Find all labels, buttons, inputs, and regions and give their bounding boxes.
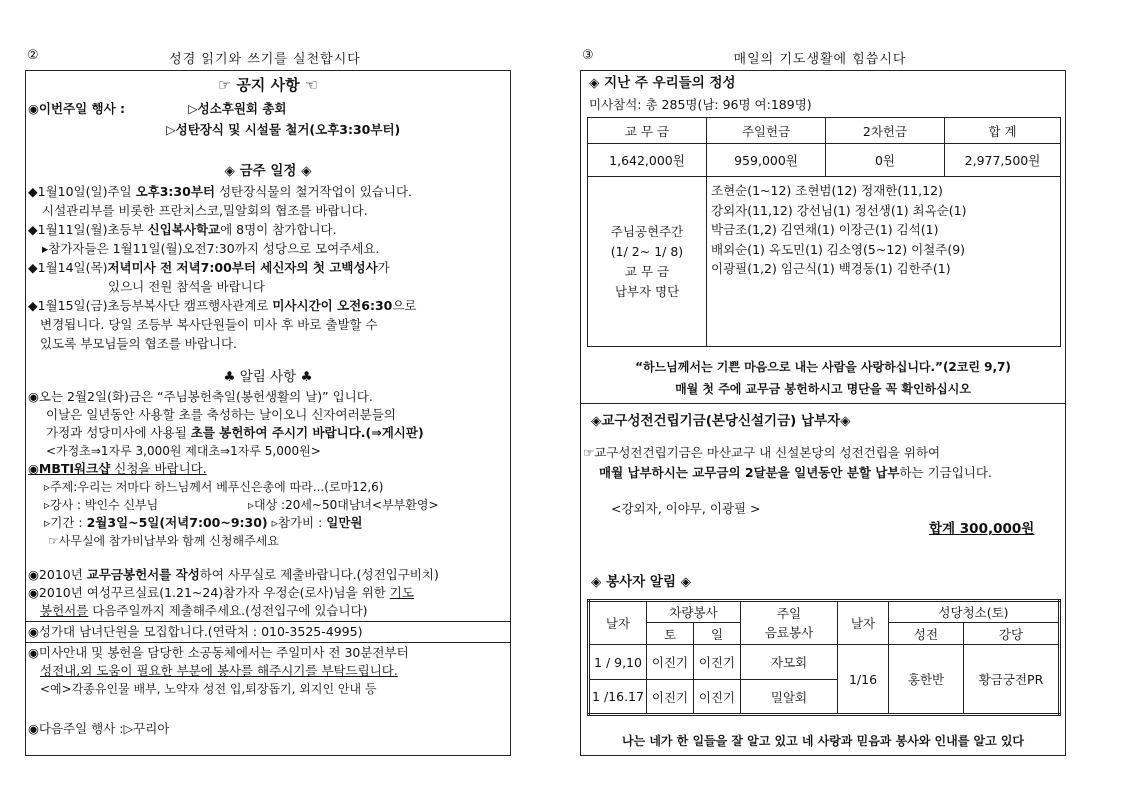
svc-row-sat: 이진기 xyxy=(647,680,694,715)
service-title: ◈ 봉사자 알림 ◈ xyxy=(591,574,692,590)
donor-line: 강외자(11,12) 강선님(1) 정선생(1) 최옥순(1) xyxy=(711,202,967,218)
donor-label-3: 교 무 금 xyxy=(624,263,670,279)
news-item-4-line-2: 봉헌서를 다음주일까지 제출해주세요.(성전입구에 있습니다) xyxy=(40,603,368,618)
right-page-box xyxy=(580,70,1066,756)
donor-label-4: 납부자 명단 xyxy=(614,283,680,299)
schedule-item-1-detail: 시설관리부를 비롯한 프란치스코,밀알회의 협조를 바랍니다. xyxy=(42,203,368,218)
donor-line: 조현순(1~12) 조현범(12) 정재한(11,12) xyxy=(711,183,943,198)
building-fund-desc-1: ☞교구성전건립기금은 마산교구 내 신설본당의 성전건립을 위하여 xyxy=(583,445,941,460)
workshop-signup-note: ☞사무실에 참가비납부와 함께 신청해주세요 xyxy=(48,534,279,548)
svc-row-sat: 이진기 xyxy=(647,645,694,680)
svc-row-drink: 밀알회 xyxy=(741,680,838,715)
svc-header-sunday: 일 xyxy=(694,623,741,645)
workshop-topic: ▹주제:우리는 저마다 하느님께서 베푸신은총에 따라...(로마12,6) xyxy=(44,480,384,494)
news-item-4: ◉2010년 여성꾸르실료(1.21~24)참가자 우정순(로사)님을 위한 기도 xyxy=(28,585,414,600)
schedule-item-3-detail: 있으니 전원 참석을 바랍니다 xyxy=(108,279,265,294)
offering-value: 1,642,000원 xyxy=(588,144,707,177)
left-page-number: ② xyxy=(27,48,39,63)
svc-row-sun: 이진기 xyxy=(694,645,741,680)
news-item-2: ◉MBTI워크샵 신청을 바랍니다. xyxy=(28,461,207,476)
workshop-target: ▹대상 :20세~50대남녀<부부환영> xyxy=(248,498,439,512)
donor-list-cell xyxy=(707,177,1061,347)
schedule-item-4-detail-2: 있도록 부모님들의 협조를 바랍니다. xyxy=(40,336,238,351)
donor-label-2: (1/ 2~ 1/ 8) xyxy=(610,243,684,259)
divider xyxy=(26,642,510,643)
svc-row-date: 1 /16.17 xyxy=(589,680,647,715)
offering-value: 2,977,500원 xyxy=(945,144,1061,177)
news-item-3: ◉2010년 교무금봉헌서를 작성하여 사무실로 제출바랍니다.(성전입구비치) xyxy=(28,567,439,582)
svc-header-date-2: 날자 xyxy=(838,601,889,645)
notice-title: ☞ 공지 사항 ☜ xyxy=(217,76,319,94)
news-item-6-line-3: <예>각종유인물 배부, 노약자 성전 입,퇴장돕기, 외지인 안내 등 xyxy=(40,682,377,696)
schedule-item-2-detail: ▸참가자들은 1월11일(월)오전7:30까지 성당으로 모여주세요. xyxy=(42,241,380,256)
svc-header-sanctuary: 성전 xyxy=(889,623,964,645)
offering-header: 합 계 xyxy=(945,118,1061,144)
svc-header-vehicle: 차량봉사 xyxy=(647,601,741,623)
building-fund-title: ◈교구성전건립기금(본당신설기금) 납부자◈ xyxy=(591,413,851,429)
offering-header: 2차헌금 xyxy=(826,118,945,144)
this-week-event-2: ▷성탄장식 및 시설물 철거(오후3:30부터) xyxy=(166,122,401,137)
workshop-period: ▹기간 : 2월3일~5일(저녁7:00~9:30) ▹참가비 : 일만원 xyxy=(44,515,363,530)
schedule-item-2: ◆1월11일(월)초등부 신입복사학교에 8명이 참가합니다. xyxy=(28,222,337,237)
news-item-1: ◉오는 2월2일(화)금은 “주님봉헌축일(봉헌생활의 날)” 입니다. xyxy=(28,389,373,404)
next-week-event: ◉다음주일 행사 :▷꾸리아 xyxy=(28,721,170,736)
offering-table xyxy=(587,117,1061,347)
quote-subtext: 매월 첫 주에 교무금 봉헌하시고 명단을 꼭 확인하십시오 xyxy=(675,382,971,396)
news-item-5: ◉성가대 남녀단원을 모집합니다.(연락처 : 010-3525-4995) xyxy=(28,624,363,639)
attendance: 미사참석: 총 285명(남: 96명 여:189명) xyxy=(589,97,812,112)
building-fund-desc-2: 매월 납부하시는 교무금의 2달분을 일년동안 분할 납부하는 기금입니다. xyxy=(599,465,992,480)
left-notice-box xyxy=(25,70,511,756)
svc-clean-sanctuary: 홍한반 xyxy=(889,645,964,715)
footer-verse: 나는 네가 한 일들을 잘 알고 있고 네 사랑과 믿음과 봉사와 인내를 알고 있다 xyxy=(621,734,1025,748)
offering-header: 주일헌금 xyxy=(707,118,826,144)
news-item-1-prices: <가정초⇒1자루 3,000원 제대초⇒1자루 5,000원> xyxy=(46,444,321,458)
news-title: ♣ 알림 사항 ♣ xyxy=(223,369,313,385)
service-table xyxy=(587,599,1061,716)
offering-value: 0원 xyxy=(826,144,945,177)
building-fund-names: <강외자, 이야무, 이광필 > xyxy=(611,501,761,516)
this-week-label: ◉이번주일 행사 : xyxy=(28,101,126,116)
donor-line: 박금조(1,2) 김연채(1) 이장근(1) 김석(1) xyxy=(711,222,939,237)
divider xyxy=(26,621,510,622)
news-item-6-line-2: 성전내,외 도움이 필요한 부분에 봉사를 해주시기를 부탁드립니다. xyxy=(40,663,398,678)
right-page-number: ③ xyxy=(582,48,594,63)
offering-title: ◈ 지난 주 우리들의 정성 xyxy=(589,75,736,91)
schedule-item-1: ◆1월10일(일)주일 오후3:30부터 성탄장식물의 철거작업이 있습니다. xyxy=(28,184,413,199)
offering-header: 교 무 금 xyxy=(588,118,707,144)
svc-header-hall: 강당 xyxy=(964,623,1060,645)
svc-header-drink: 주일 음료봉사 xyxy=(741,601,838,645)
divider xyxy=(581,403,1065,404)
news-item-1-line-3: 가정과 성당미사에 사용될 초를 봉헌하여 주시기 바랍니다.(⇒게시판) xyxy=(46,425,424,440)
svc-row-date: 1 / 9,10 xyxy=(589,645,647,680)
offering-value: 959,000원 xyxy=(707,144,826,177)
donor-label-1: 주님공현주간 xyxy=(610,223,684,239)
donor-line: 배외순(1) 옥도민(1) 김소영(5~12) 이철주(9) xyxy=(711,241,966,257)
schedule-item-4: ◆1월15일(금)초등부복사단 캠프행사관계로 미사시간이 오전6:30으로 xyxy=(28,298,417,313)
schedule-item-3: ◆1월14일(목)저녁미사 전 저녁7:00부터 세신자의 첫 고백성사가 xyxy=(28,260,390,275)
svc-header-date: 날자 xyxy=(589,601,647,645)
svc-row-sun: 이진기 xyxy=(694,680,741,715)
schedule-item-4-detail-1: 변경됩니다. 당일 조등부 복사단원들이 미사 후 바로 출발할 수 xyxy=(40,317,378,332)
news-item-1-line-2: 이날은 일년동안 사용할 초를 축성하는 날이오니 신자여러분들의 xyxy=(46,407,396,422)
scripture-quote: “하느님께서는 기쁜 마음으로 내는 사람을 사랑하십니다.”(2코린 9,7) xyxy=(635,360,1011,374)
svc-header-saturday: 토 xyxy=(647,623,694,645)
this-week-event-1: ▷성소후원회 총회 xyxy=(188,101,287,116)
left-page-title: 성경 읽기와 쓰기를 실천합시다 xyxy=(169,52,361,67)
svc-clean-hall: 황금궁전PR xyxy=(964,645,1060,715)
building-fund-total: 합계 300,000원 xyxy=(929,521,1035,537)
donor-line: 이광필(1,2) 임근식(1) 백경동(1) 김한주(1) xyxy=(711,261,951,276)
donor-label-cell xyxy=(588,177,707,347)
schedule-title: ◈ 금주 일정 ◈ xyxy=(224,163,312,179)
svc-row-drink: 자모회 xyxy=(741,645,838,680)
svc-clean-date: 1/16 xyxy=(838,645,889,715)
svc-header-cleaning: 성당청소(토) xyxy=(889,601,1060,623)
workshop-speaker: ▹강사 : 박인수 신부님 xyxy=(44,498,159,512)
right-page-title: 매일의 기도생활에 힘씁시다 xyxy=(733,52,907,67)
news-item-6: ◉미사안내 및 봉헌을 담당한 소공동체에서는 주일미사 전 30분전부터 xyxy=(28,645,409,660)
